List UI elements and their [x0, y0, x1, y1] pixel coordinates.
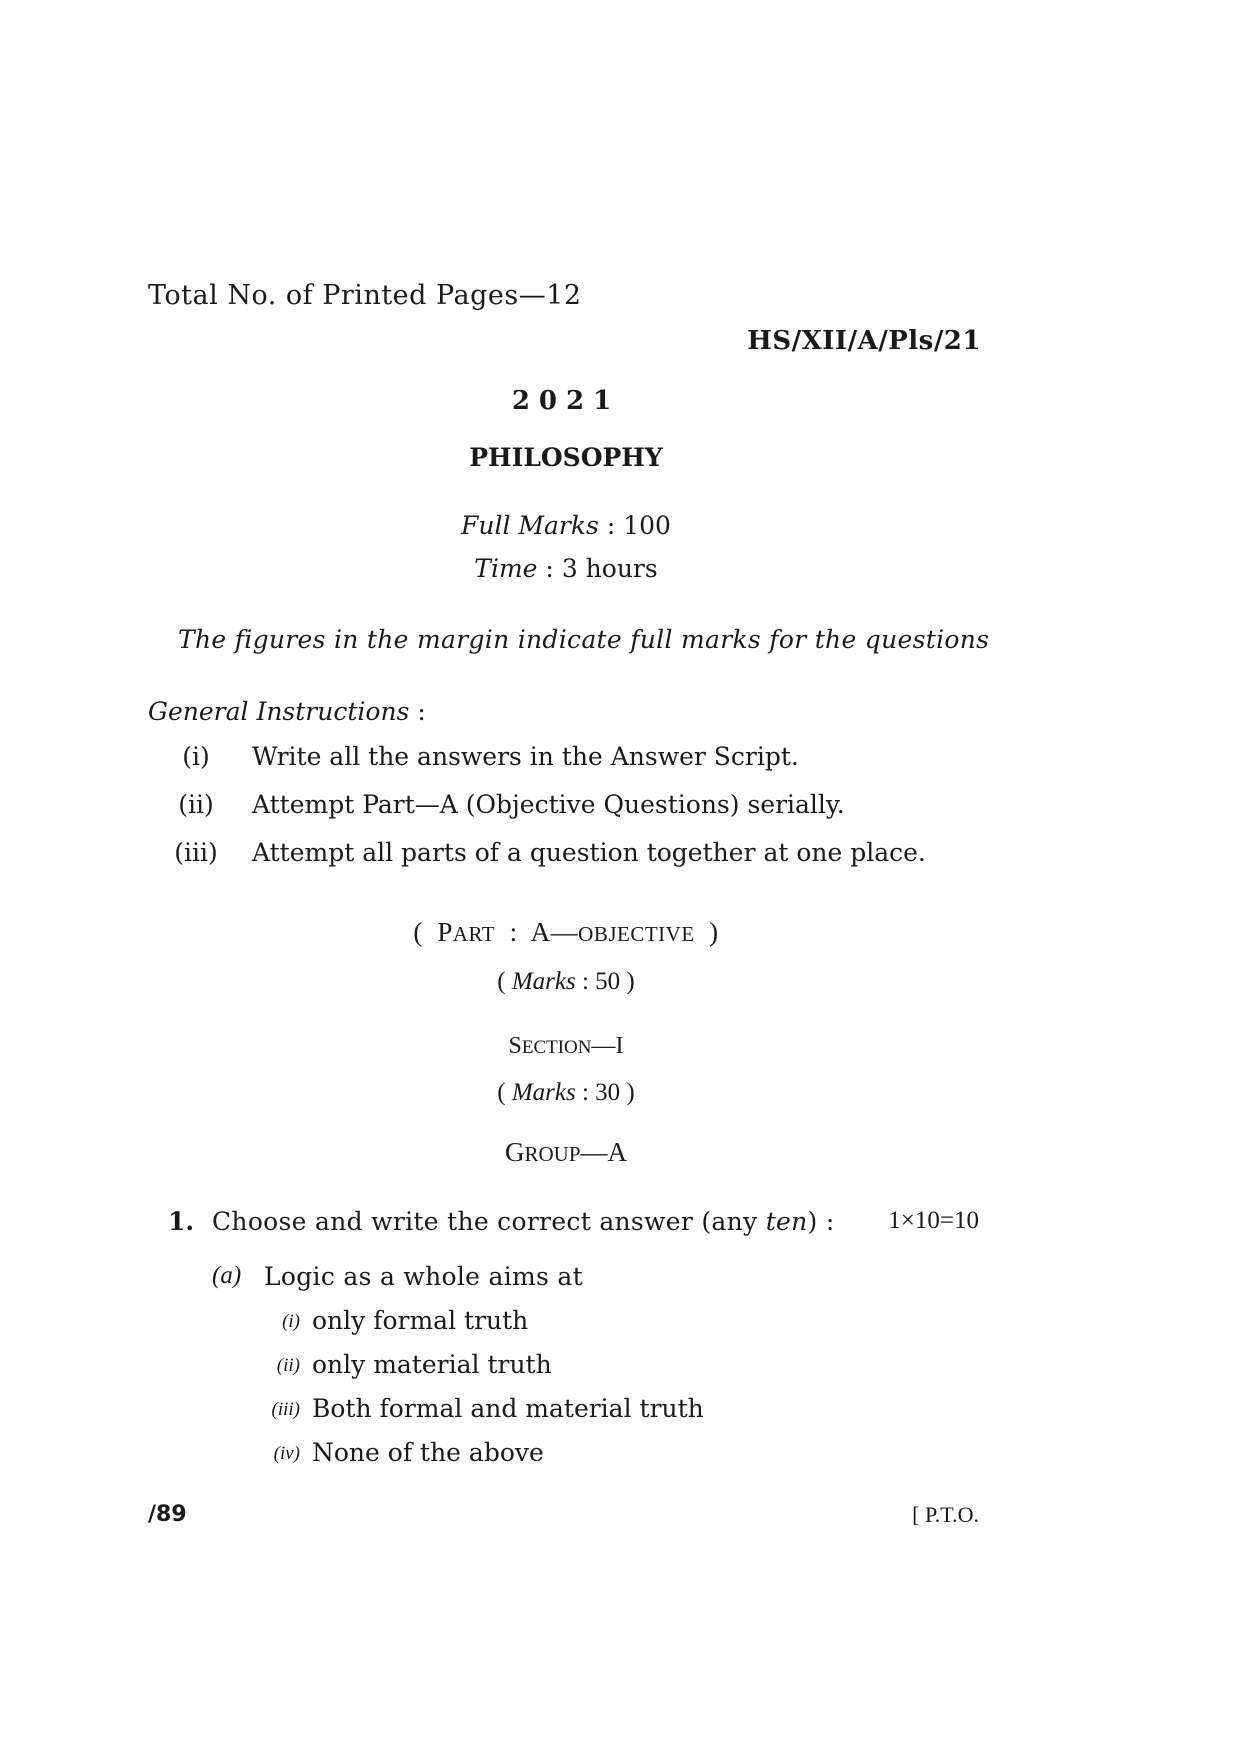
part-p-cap: P	[437, 917, 453, 947]
option-label: (i)	[282, 1311, 300, 1332]
option-label: (iv)	[273, 1443, 300, 1464]
section-marks	[0, 1079, 1132, 1107]
full-marks	[0, 511, 1132, 540]
part-marks-close: )	[626, 968, 635, 995]
instruction-text: Attempt all parts of a question together at one place.	[252, 838, 926, 867]
part-marks-colon: :	[581, 968, 589, 995]
general-instructions-label: General Instructions	[148, 697, 410, 726]
general-instructions-separator: :	[417, 697, 426, 726]
group-g-rest: ROUP	[524, 1142, 581, 1166]
margin-note: The figures in the margin indicate full marks for the questions	[178, 625, 990, 654]
time-separator: :	[545, 554, 554, 583]
group-title	[0, 1137, 1132, 1168]
subquestion-text: Logic as a whole aims at	[264, 1262, 583, 1291]
option-label: (iii)	[271, 1399, 300, 1420]
instruction-number: (iii)	[174, 838, 218, 867]
exam-year: 2021	[511, 386, 621, 416]
part-objective: OBJECTIVE	[578, 922, 695, 946]
answer-option	[248, 1394, 948, 1426]
part-open-paren: (	[413, 917, 423, 947]
instruction-item	[164, 838, 964, 870]
full-marks-label: Full Marks	[461, 511, 599, 540]
paper-code: HS/XII/A/Pls/21	[747, 326, 981, 356]
section-marks-value: 30	[595, 1079, 621, 1106]
section-marks-label: Marks	[511, 1079, 576, 1106]
question-text-main: Choose and write the correct answer (any	[212, 1207, 758, 1236]
full-marks-value: 100	[623, 511, 671, 540]
time-value: 3 hours	[561, 554, 658, 583]
footer-code: /89	[148, 1502, 187, 1527]
part-marks	[0, 968, 1132, 996]
section-s-cap: S	[508, 1033, 522, 1059]
instruction-text: Attempt Part—A (Objective Questions) serially.	[252, 790, 845, 819]
full-marks-separator: :	[606, 511, 616, 540]
question-marks: 1×10=10	[888, 1207, 979, 1234]
option-text: only material truth	[312, 1350, 552, 1379]
group-suffix: —A	[580, 1137, 628, 1167]
part-colon: :	[509, 917, 518, 947]
option-label: (ii)	[276, 1355, 300, 1376]
part-marks-open: (	[497, 968, 506, 995]
question-text-emphasis: ten	[765, 1207, 808, 1236]
exam-subject: PHILOSOPHY	[469, 443, 663, 472]
question-text-end: ) :	[807, 1207, 835, 1236]
instruction-item	[164, 742, 964, 774]
option-text: Both formal and material truth	[312, 1394, 704, 1423]
part-p-rest: ART	[452, 922, 496, 946]
part-title	[0, 917, 1132, 948]
part-marks-label: Marks	[511, 968, 576, 995]
option-text: None of the above	[312, 1438, 544, 1467]
question-text	[212, 1207, 835, 1236]
instruction-text: Write all the answers in the Answer Script.	[252, 742, 799, 771]
option-text: only formal truth	[312, 1306, 529, 1335]
instruction-number: (ii)	[178, 790, 214, 819]
group-g-cap: G	[504, 1137, 525, 1167]
section-marks-open: (	[497, 1079, 506, 1106]
footer-pto: [ P.T.O.	[912, 1502, 979, 1527]
subquestion-label: (a)	[212, 1262, 242, 1289]
section-marks-close: )	[626, 1079, 635, 1106]
total-printed-pages: Total No. of Printed Pages—12	[148, 280, 582, 311]
part-a-prefix: A—	[530, 917, 579, 947]
exam-time	[0, 554, 1132, 583]
part-close-paren: )	[709, 917, 719, 947]
answer-option	[248, 1438, 948, 1470]
part-marks-value: 50	[595, 968, 621, 995]
section-title	[0, 1033, 1132, 1060]
answer-option	[248, 1350, 948, 1382]
answer-option	[248, 1306, 948, 1338]
question-number: 1.	[168, 1207, 195, 1236]
section-s-rest: ECTION	[521, 1037, 592, 1058]
section-marks-colon: :	[581, 1079, 589, 1106]
instruction-number: (i)	[182, 742, 210, 771]
instruction-item	[164, 790, 964, 822]
section-suffix: —I	[591, 1033, 624, 1059]
general-instructions-heading	[148, 697, 426, 726]
time-label: Time	[474, 554, 538, 583]
